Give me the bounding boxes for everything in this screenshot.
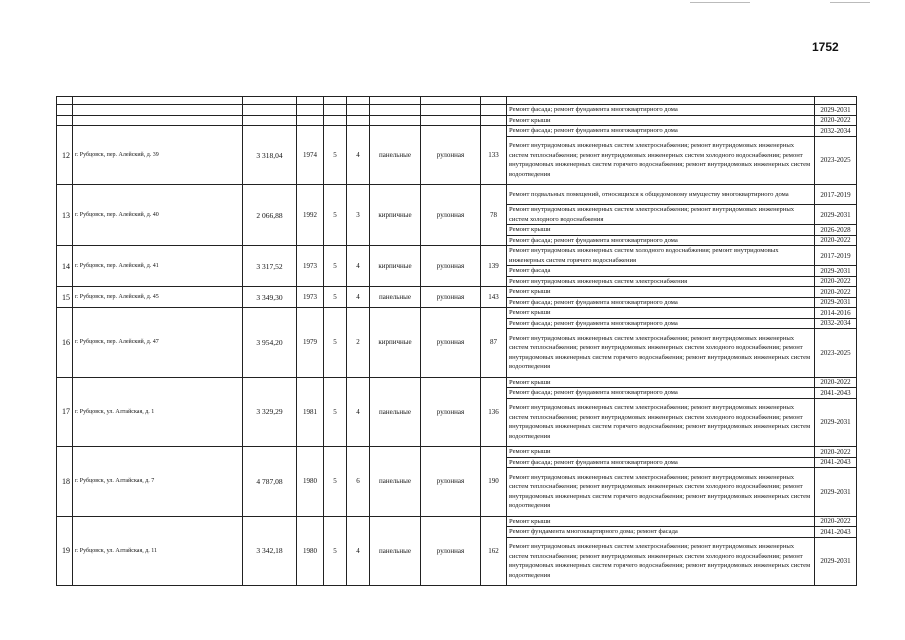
- floor-count: 5: [324, 287, 347, 308]
- total-area: [243, 115, 297, 126]
- roof-type: рулонная: [421, 185, 481, 246]
- resident-count: 162: [481, 516, 507, 586]
- work-description: Ремонт крыши: [507, 225, 815, 236]
- house-address: г. Рубцовск, пер. Алейский, д. 40: [73, 185, 243, 246]
- work-period: 2020-2022: [815, 377, 857, 388]
- floor-count: 5: [324, 377, 347, 447]
- floor-count: 5: [324, 185, 347, 246]
- wall-material: панельные: [370, 287, 421, 308]
- entrance-count: 6: [347, 447, 370, 517]
- work-description: Ремонт фасада; ремонт фундамента многоквартирного дома: [507, 235, 815, 246]
- build-year: [297, 115, 324, 126]
- resident-count: 136: [481, 377, 507, 447]
- entrance-count: 4: [347, 246, 370, 287]
- work-description: Ремонт крыши: [507, 115, 815, 126]
- house-address: г. Рубцовск, ул. Алтайская, д. 11: [73, 516, 243, 586]
- build-year: 1973: [297, 246, 324, 287]
- roof-type: рулонная: [421, 447, 481, 517]
- build-year: 1973: [297, 287, 324, 308]
- house-address: [73, 115, 243, 126]
- house-address: г. Рубцовск, пер. Алейский, д. 45: [73, 287, 243, 308]
- work-description: Ремонт внутридомовых инженерных систем электроснабжения; ремонт внутридомовых инженерных систем теплоснабжения; ремонт внутридомовых инженерных систем холодного водоснабжения; ремонт внутридомовых инженерных систем горячего водоснабжения; ремонт внутридомовых инженерных систем водоотведения: [507, 468, 815, 517]
- work-period: 2041-2043: [815, 527, 857, 538]
- work-description: Ремонт фасада; ремонт фундамента многоквартирного дома: [507, 297, 815, 308]
- house-row: [57, 105, 857, 116]
- house-row: [57, 126, 857, 137]
- work-description: Ремонт фасада; ремонт фундамента многоквартирного дома: [507, 318, 815, 329]
- house-row: [57, 377, 857, 388]
- total-area: 4 787,08: [243, 447, 297, 517]
- work-period: 2029-2031: [815, 205, 857, 225]
- house-address: г. Рубцовск, ул. Алтайская, д. 7: [73, 447, 243, 517]
- work-description: Ремонт фасада: [507, 266, 815, 277]
- house-address: г. Рубцовск, ул. Алтайская, д. 1: [73, 377, 243, 447]
- work-period: 2029-2031: [815, 398, 857, 447]
- work-period: 2023-2025: [815, 329, 857, 378]
- work-description: Ремонт крыши: [507, 287, 815, 298]
- house-row: [57, 287, 857, 298]
- floor-count: 5: [324, 308, 347, 378]
- work-description: Ремонт крыши: [507, 447, 815, 458]
- capital-repair-table: [56, 96, 857, 586]
- total-area: 2 066,88: [243, 185, 297, 246]
- row-number: 19: [57, 516, 73, 586]
- wall-material: кирпичные: [370, 185, 421, 246]
- roof-type: рулонная: [421, 287, 481, 308]
- build-year: 1979: [297, 308, 324, 378]
- entrance-count: 4: [347, 377, 370, 447]
- wall-material: [370, 115, 421, 126]
- floor-count: 5: [324, 246, 347, 287]
- wall-material: панельные: [370, 447, 421, 517]
- work-description: Ремонт внутридомовых инженерных систем электроснабжения; ремонт внутридомовых инженерных систем теплоснабжения; ремонт внутридомовых инженерных систем холодного водоснабжения; ремонт внутридомовых инженерных систем горячего водоснабжения; ремонт внутридомовых инженерных систем водоотведения: [507, 398, 815, 447]
- work-period: 2017-2019: [815, 185, 857, 205]
- roof-type: рулонная: [421, 308, 481, 378]
- roof-type: [421, 105, 481, 116]
- floor-count: 5: [324, 516, 347, 586]
- wall-material: панельные: [370, 377, 421, 447]
- work-description: Ремонт фасада; ремонт фундамента многоквартирного дома: [507, 457, 815, 468]
- row-number: 13: [57, 185, 73, 246]
- roof-type: рулонная: [421, 246, 481, 287]
- work-period: 2020-2022: [815, 235, 857, 246]
- resident-count: 143: [481, 287, 507, 308]
- resident-count: 87: [481, 308, 507, 378]
- row-number: 12: [57, 126, 73, 185]
- roof-type: рулонная: [421, 516, 481, 586]
- work-period: 2032-2034: [815, 318, 857, 329]
- work-period: 2020-2022: [815, 287, 857, 298]
- work-description: Ремонт крыши: [507, 516, 815, 527]
- work-period: 2029-2031: [815, 266, 857, 277]
- house-address: г. Рубцовск, пер. Алейский, д. 41: [73, 246, 243, 287]
- floor-count: 5: [324, 126, 347, 185]
- wall-material: кирпичные: [370, 308, 421, 378]
- house-row: [57, 447, 857, 458]
- work-description: Ремонт внутридомовых инженерных систем холодного водоснабжения; ремонт внутридомовых инженерных систем горячего водоснабжения: [507, 246, 815, 266]
- work-period: 2020-2022: [815, 276, 857, 287]
- total-area: 3 318,04: [243, 126, 297, 185]
- work-period: 2017-2019: [815, 246, 857, 266]
- house-row: [57, 308, 857, 319]
- row-number: [57, 105, 73, 116]
- work-period: 2029-2031: [815, 537, 857, 586]
- row-number: 17: [57, 377, 73, 447]
- house-row: [57, 516, 857, 527]
- build-year: [297, 105, 324, 116]
- entrance-count: [347, 115, 370, 126]
- spacer-row: [57, 97, 857, 105]
- work-period: 2041-2043: [815, 457, 857, 468]
- work-description: Ремонт внутридомовых инженерных систем электроснабжения: [507, 276, 815, 287]
- row-number: 15: [57, 287, 73, 308]
- entrance-count: 3: [347, 185, 370, 246]
- work-period: 2026-2028: [815, 225, 857, 236]
- work-period: 2020-2022: [815, 447, 857, 458]
- wall-material: панельные: [370, 516, 421, 586]
- entrance-count: [347, 105, 370, 116]
- entrance-count: 4: [347, 516, 370, 586]
- row-number: 18: [57, 447, 73, 517]
- work-period: 2029-2031: [815, 105, 857, 116]
- work-description: Ремонт внутридомовых инженерных систем электроснабжения; ремонт внутридомовых инженерных систем теплоснабжения; ремонт внутридомовых инженерных систем холодного водоснабжения; ремонт внутридомовых инженерных систем горячего водоснабжения; ремонт внутридомовых инженерных систем водоотведения: [507, 537, 815, 586]
- roof-type: рулонная: [421, 126, 481, 185]
- work-description: Ремонт внутридомовых инженерных систем электроснабжения; ремонт внутридомовых инженерных систем теплоснабжения; ремонт внутридомовых инженерных систем холодного водоснабжения; ремонт внутридомовых инженерных систем горячего водоснабжения; ремонт внутридомовых инженерных систем водоотведения: [507, 329, 815, 378]
- work-description: Ремонт внутридомовых инженерных систем электроснабжения; ремонт внутридомовых инженерных систем теплоснабжения; ремонт внутридомовых инженерных систем холодного водоснабжения; ремонт внутридомовых инженерных систем горячего водоснабжения; ремонт внутридомовых инженерных систем водоотведения: [507, 136, 815, 185]
- wall-material: [370, 105, 421, 116]
- floor-count: 5: [324, 447, 347, 517]
- wall-material: кирпичные: [370, 246, 421, 287]
- house-row: [57, 115, 857, 126]
- entrance-count: 4: [347, 287, 370, 308]
- work-description: Ремонт крыши: [507, 377, 815, 388]
- work-period: 2029-2031: [815, 297, 857, 308]
- floor-count: [324, 115, 347, 126]
- row-number: 16: [57, 308, 73, 378]
- roof-type: [421, 115, 481, 126]
- work-description: Ремонт фасада; ремонт фундамента многоквартирного дома: [507, 126, 815, 137]
- house-address: г. Рубцовск, пер. Алейский, д. 39: [73, 126, 243, 185]
- total-area: 3 349,30: [243, 287, 297, 308]
- house-address: г. Рубцовск, пер. Алейский, д. 47: [73, 308, 243, 378]
- build-year: 1980: [297, 447, 324, 517]
- work-description: Ремонт фасада; ремонт фундамента многоквартирного дома: [507, 388, 815, 399]
- total-area: 3 329,29: [243, 377, 297, 447]
- total-area: 3 954,20: [243, 308, 297, 378]
- house-row: [57, 246, 857, 266]
- house-row: [57, 185, 857, 205]
- work-period: 2020-2022: [815, 115, 857, 126]
- scan-artifact: [690, 2, 750, 3]
- work-description: Ремонт крыши: [507, 308, 815, 319]
- resident-count: 78: [481, 185, 507, 246]
- build-year: 1980: [297, 516, 324, 586]
- build-year: 1992: [297, 185, 324, 246]
- resident-count: 190: [481, 447, 507, 517]
- floor-count: [324, 105, 347, 116]
- build-year: 1974: [297, 126, 324, 185]
- entrance-count: 4: [347, 126, 370, 185]
- row-number: [57, 115, 73, 126]
- resident-count: 133: [481, 126, 507, 185]
- work-description: Ремонт внутридомовых инженерных систем электроснабжения; ремонт внутридомовых инженерных систем холодного водоснабжения: [507, 205, 815, 225]
- wall-material: панельные: [370, 126, 421, 185]
- work-description: Ремонт фасада; ремонт фундамента многоквартирного дома: [507, 105, 815, 116]
- work-period: 2014-2016: [815, 308, 857, 319]
- build-year: 1981: [297, 377, 324, 447]
- roof-type: рулонная: [421, 377, 481, 447]
- page-number: 1752: [812, 40, 839, 54]
- total-area: [243, 105, 297, 116]
- resident-count: 139: [481, 246, 507, 287]
- work-period: 2029-2031: [815, 468, 857, 517]
- work-period: 2041-2043: [815, 388, 857, 399]
- work-period: 2032-2034: [815, 126, 857, 137]
- house-address: [73, 105, 243, 116]
- resident-count: [481, 105, 507, 116]
- entrance-count: 2: [347, 308, 370, 378]
- work-description: Ремонт фундамента многоквартирного дома; ремонт фасада: [507, 527, 815, 538]
- row-number: 14: [57, 246, 73, 287]
- total-area: 3 317,52: [243, 246, 297, 287]
- work-period: 2020-2022: [815, 516, 857, 527]
- work-period: 2023-2025: [815, 136, 857, 185]
- scan-artifact: [830, 2, 870, 3]
- work-description: Ремонт подвальных помещений, относящихся к общедомовому имуществу многоквартирного дома: [507, 185, 815, 205]
- total-area: 3 342,18: [243, 516, 297, 586]
- resident-count: [481, 115, 507, 126]
